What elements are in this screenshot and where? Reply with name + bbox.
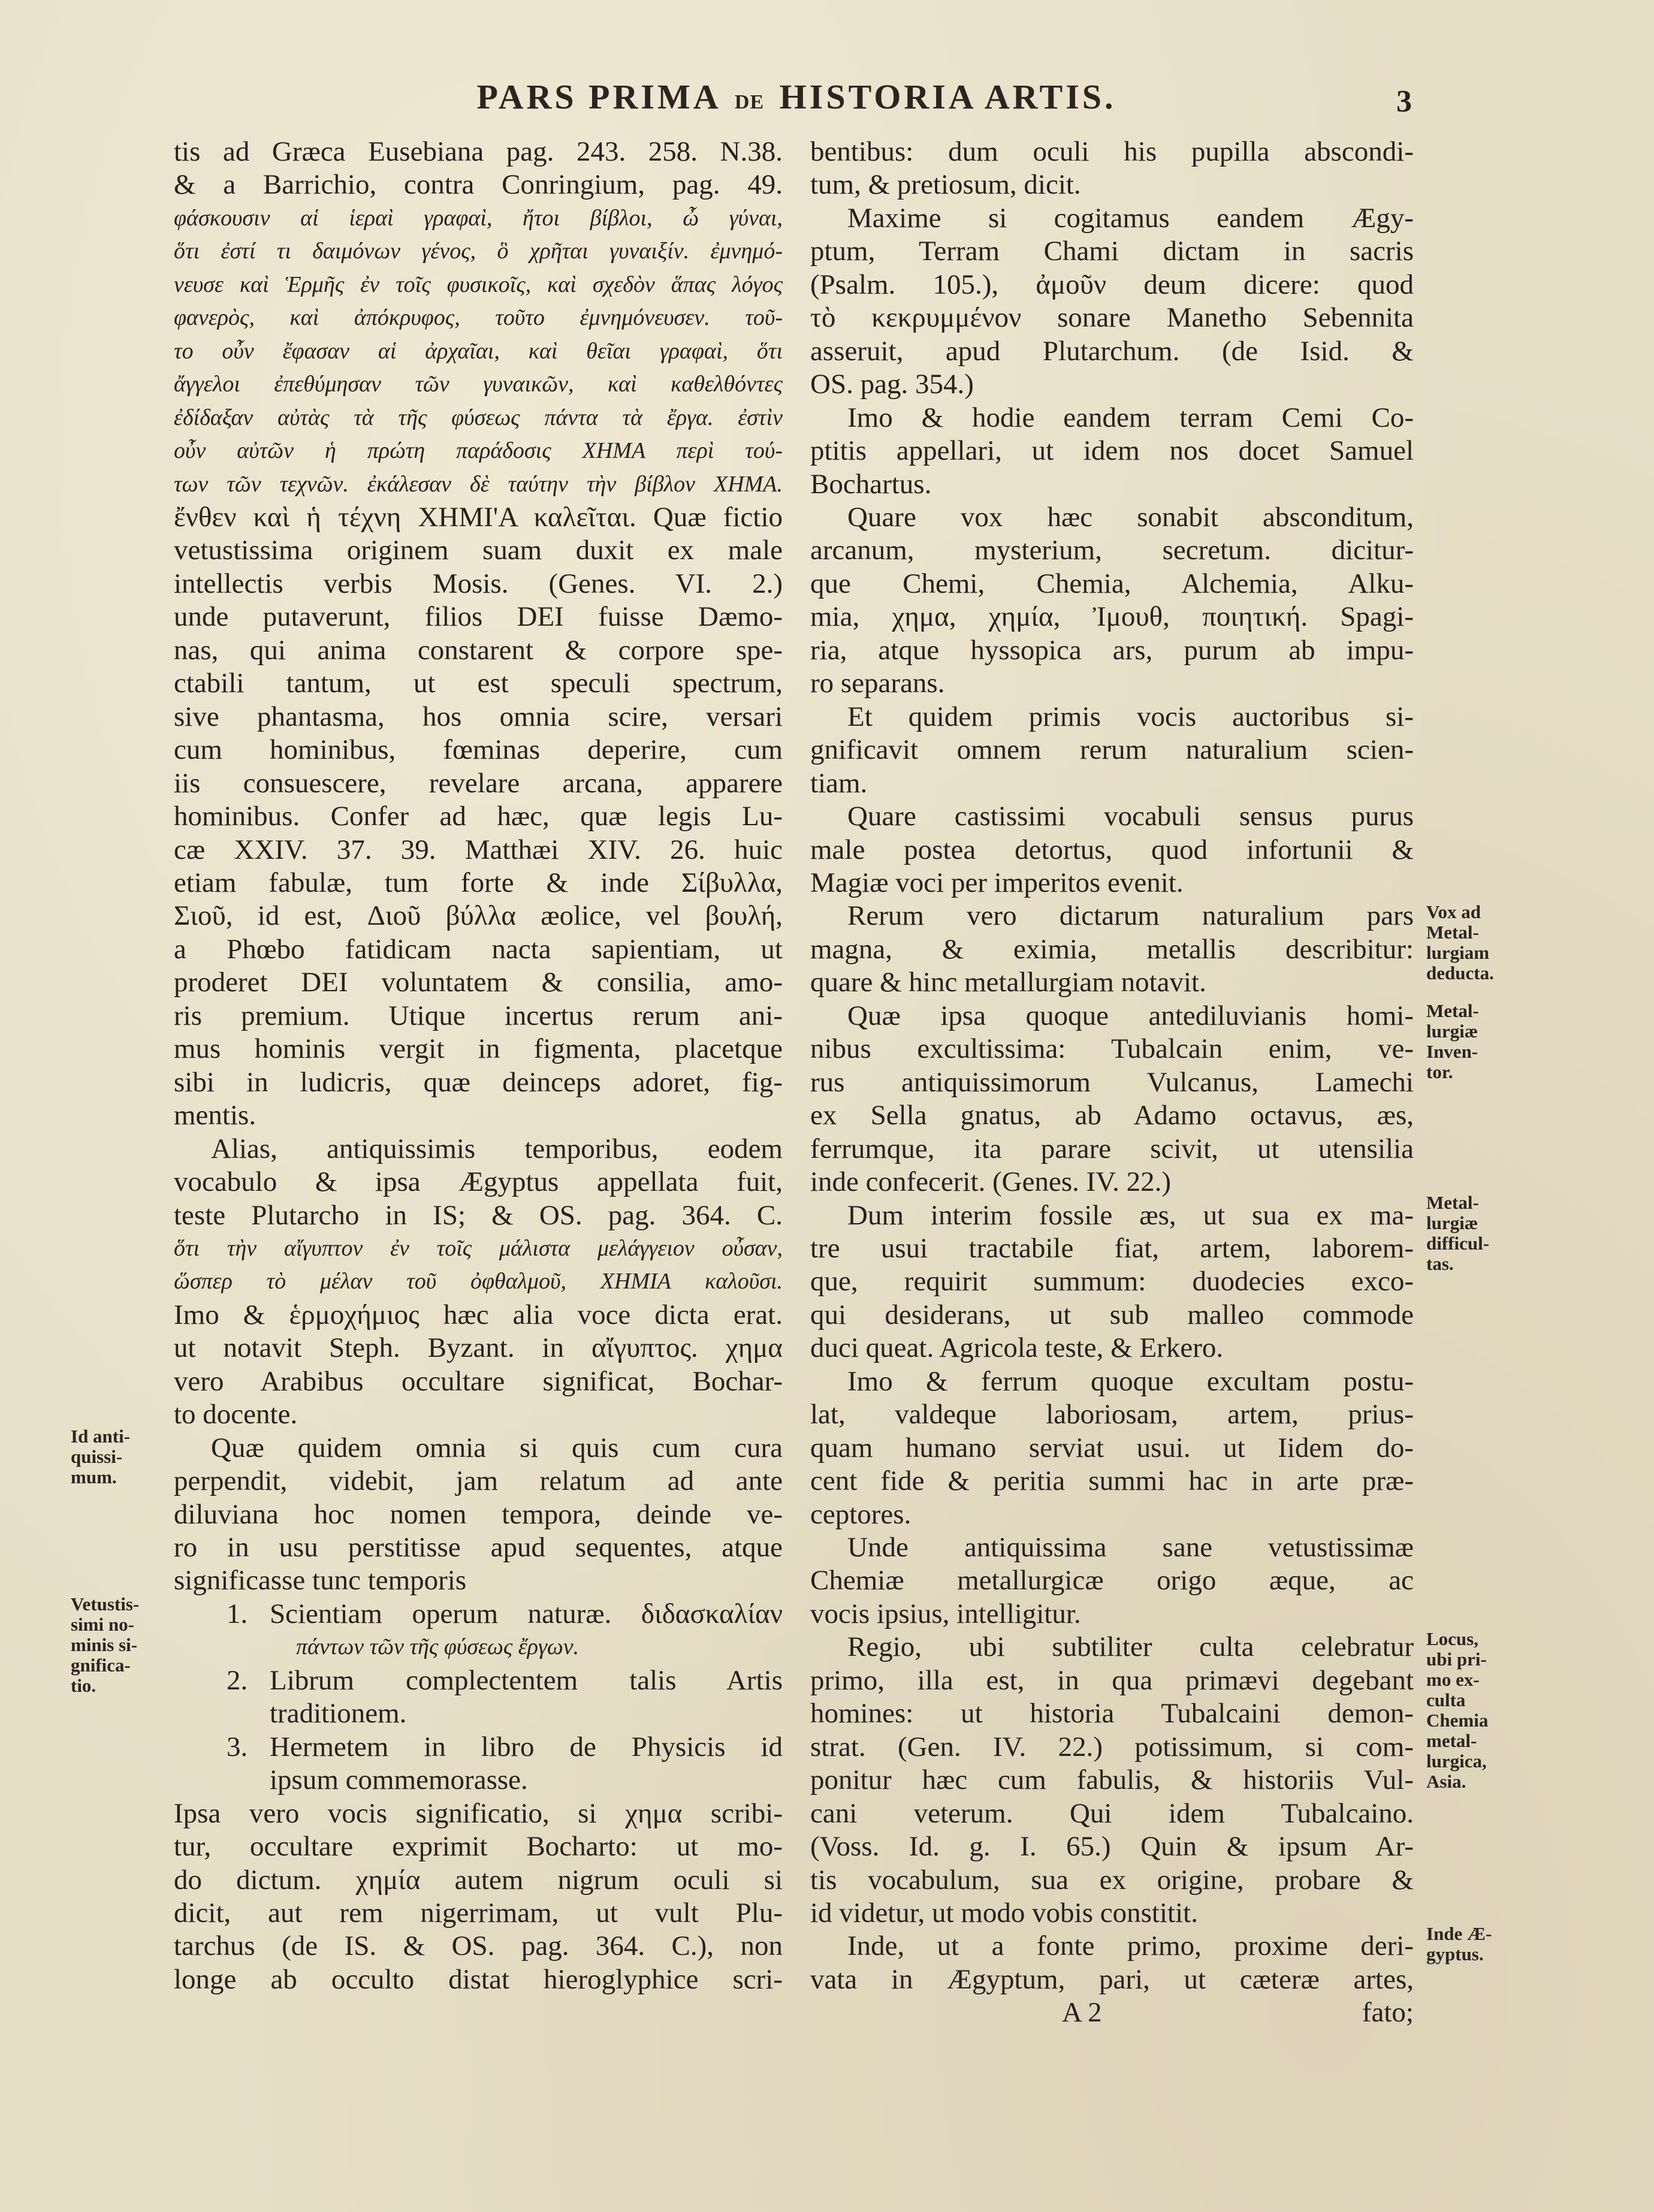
- catchword: fato;: [1362, 1997, 1414, 2029]
- text-line: lat, valdeque laboriosam, artem, prius-: [810, 1399, 1414, 1431]
- text-line: Et quidem primis vocis auctoribus si-: [847, 701, 1414, 732]
- text-line: Imo & ferrum quoque excultam postu-: [847, 1365, 1414, 1397]
- text-line: strat. (Gen. IV. 22.) potissimum, si com-: [810, 1731, 1414, 1763]
- text-line: quare & hinc metallurgiam notavit.: [810, 967, 1206, 998]
- margin-note-line: tio.: [71, 1675, 96, 1696]
- text-line: tis ad Græca Eusebiana pag. 243. 258. N.38.: [174, 136, 783, 167]
- text-line: ut notavit Steph. Byzant. in αἴγυπτος. χημα: [174, 1332, 783, 1364]
- text-line: Σιοῦ, id est, Διοῦ βύλλα æolice, vel βουλή,: [174, 900, 783, 932]
- margin-note-line: gyptus.: [1426, 1944, 1484, 1964]
- running-head-part: HISTORIA ARTIS.: [779, 77, 1116, 116]
- list-number: 1.: [227, 1598, 248, 1629]
- text-line: magna, & eximia, metallis describitur:: [810, 933, 1414, 965]
- text-line: cent fide & peritia summi hac in arte præ-: [810, 1465, 1414, 1497]
- margin-note-line: Chemia: [1426, 1710, 1489, 1731]
- text-line: ipsum commemorasse.: [270, 1764, 528, 1796]
- margin-note-line: tor.: [1426, 1061, 1453, 1082]
- text-line: ὅτι τὴν αἴγυπτον ἐν τοῖς μάλιστα μελάγγειον οὖσαν,: [174, 1235, 783, 1261]
- text-line: iis consuescere, revelare arcana, apparere: [174, 767, 783, 799]
- text-line: ponitur hæc cum fabulis, & historiis Vul-: [810, 1764, 1414, 1796]
- text-line: Regio, ubi subtiliter culta celebratur: [847, 1631, 1414, 1663]
- margin-note-line: Vox ad: [1426, 901, 1481, 922]
- margin-note-line: ubi pri-: [1426, 1649, 1487, 1670]
- text-line: tre usui tractabile fiat, artem, laborem-: [810, 1232, 1414, 1264]
- catchword-line: [810, 1996, 1414, 2029]
- text-line: etiam fabulæ, tum forte & inde Σίβυλλα,: [174, 867, 783, 898]
- text-line: tiam.: [810, 767, 868, 799]
- text-line: vetustissima originem suam duxit ex male: [174, 535, 783, 566]
- text-line: tarchus (de IS. & OS. pag. 364. C.), non: [174, 1930, 783, 1962]
- text-line: id videtur, ut modo vobis constitit.: [810, 1897, 1198, 1929]
- text-line: bentibus: dum oculi his pupilla abscondi-: [810, 136, 1414, 167]
- text-line: ὅτι ἐστί τι δαιμόνων γένος, ὃ χρῆται γυναιξίν. ἐμνημό-: [174, 239, 783, 264]
- text-line: Ipsa vero vocis significatio, si χημα scribi-: [174, 1797, 783, 1829]
- margin-note-line: lurgiæ: [1426, 1021, 1478, 1042]
- list-item: [174, 1664, 783, 1697]
- text-line: mentis.: [174, 1100, 256, 1131]
- margin-note-line: lurgiæ: [1426, 1212, 1478, 1233]
- list-text: Hermetem in libro de Physicis id: [270, 1731, 783, 1763]
- text-line: ris premium. Utique incertus rerum ani-: [174, 1000, 783, 1031]
- text-line: φάσκουσιν αἱ ἱεραὶ γραφαὶ, ἤτοι βίβλοι, ὦ γύναι,: [174, 205, 783, 231]
- text-line: πάντων τῶν τῆς φύσεως ἔργων.: [296, 1634, 579, 1660]
- text-line: cæ XXIV. 37. 39. Matthæi XIV. 26. huic: [174, 834, 783, 865]
- margin-note-line: mo ex-: [1426, 1669, 1480, 1690]
- margin-note-line: lurgica,: [1426, 1751, 1487, 1772]
- margin-note-line: quissi-: [71, 1446, 123, 1467]
- text-line: quam humano serviat usui. ut Iidem do-: [810, 1432, 1414, 1463]
- text-line: ferrumque, ita parare scivit, ut utensilia: [810, 1133, 1414, 1164]
- text-line: rus antiquissimorum Vulcanus, Lamechi: [810, 1066, 1414, 1098]
- text-line: Unde antiquissima sane vetustissimæ: [847, 1532, 1414, 1564]
- list-number: 2.: [227, 1664, 248, 1696]
- margin-note-line: gnifica-: [71, 1655, 131, 1676]
- text-line: το οὖν ἔφασαν αἱ ἀρχαῖαι, καὶ θεῖαι γραφαὶ, ὅτι: [174, 338, 783, 364]
- text-line: primo, illa est, in qua primævi degebant: [810, 1664, 1414, 1696]
- text-line: νευσε καὶ Ἑρμῆς ἐν τοῖς φυσικοῖς, καὶ σχεδὸν ἅπας λόγος: [174, 271, 783, 297]
- margin-note-line: Metal-: [1426, 922, 1479, 943]
- margin-note-line: minis si-: [71, 1634, 138, 1655]
- text-line: Quæ quidem omnia si quis cum cura: [211, 1432, 783, 1463]
- text-line: Imo & ἑρμοχήμιος hæc alia voce dicta erat.: [174, 1299, 783, 1330]
- text-line: (Psalm. 105.), ἀμοῦν deum dicere: quod: [810, 268, 1414, 300]
- text-line: sibi in ludicris, quæ deinceps adoret, fig-: [174, 1066, 783, 1098]
- text-line: homines: ut historia Tubalcaini demon-: [810, 1698, 1414, 1730]
- text-line: Maxime si cogitamus eandem Ægy-: [847, 202, 1414, 234]
- text-line: Quare vox hæc sonabit absconditum,: [847, 501, 1414, 533]
- text-line: a Phœbo fatidicam nacta sapientiam, ut: [174, 933, 783, 965]
- text-line: ἐδίδαξαν αὐτὰς τὰ τῆς φύσεως πάντα τὰ ἔργα. ἐστὶν: [174, 405, 783, 430]
- text-line: cum hominibus, fœminas deperire, cum: [174, 734, 783, 766]
- text-line: Dum interim fossile æs, ut sua ex ma-: [847, 1199, 1414, 1231]
- margin-note-line: culta: [1426, 1689, 1466, 1710]
- text-line: τὸ κεκρυμμένον sonare Manetho Sebennita: [810, 302, 1414, 334]
- text-line: Bochartus.: [810, 468, 932, 500]
- text-line: & a Barrichio, contra Conringium, pag. 49.: [174, 169, 783, 201]
- list-text: Scientiam operum naturæ. διδασκαλίαν: [270, 1598, 783, 1629]
- text-line: vata in Ægyptum, pari, ut cæteræ artes,: [810, 1963, 1414, 1995]
- text-line: teste Plutarcho in IS; & OS. pag. 364. C.: [174, 1199, 783, 1231]
- text-line: sive phantasma, hos omnia scire, versari: [174, 701, 783, 732]
- running-head-de: DE: [734, 91, 765, 113]
- margin-note: [1426, 1001, 1479, 1082]
- text-line: ptum, Terram Chami dictam in sacris: [810, 236, 1414, 267]
- text-line: ria, atque hyssopica ars, purum ab impu-: [810, 634, 1414, 666]
- text-line: (Voss. Id. g. I. 65.) Quin & ipsum Ar-: [810, 1831, 1414, 1863]
- margin-note-line: Vetustis-: [71, 1594, 140, 1615]
- text-line: mia, χημα, χημία, Ἰμουθ, ποιητική. Spagi-: [810, 601, 1414, 633]
- margin-note-line: metal-: [1426, 1730, 1477, 1751]
- margin-note: [1426, 1924, 1492, 1964]
- margin-note: [1426, 1629, 1488, 1792]
- text-line: ctabili tantum, ut est speculi spectrum,: [174, 668, 783, 699]
- margin-note-line: Metal-: [1426, 1192, 1479, 1213]
- text-line: longe ab occulto distat hieroglyphice scri-: [174, 1963, 783, 1995]
- left-text-column: [174, 135, 783, 1996]
- text-line: φανερὸς, καὶ ἀπόκρυφος, τοῦτο ἐμνημόνευσεν. τοῦ-: [174, 305, 783, 331]
- text-line: qui desiderans, ut sub malleo commode: [810, 1299, 1414, 1330]
- text-line: ceptores.: [810, 1498, 911, 1530]
- text-line: tis vocabulum, sua ex origine, probare &: [810, 1864, 1414, 1896]
- page-number: 3: [1396, 85, 1412, 119]
- text-line: asseruit, apud Plutarchum. (de Isid. &: [810, 335, 1414, 367]
- text-line: ἔνθεν καὶ ἡ τέχνη ΧΗΜΙ'Α καλεῖται. Quæ fictio: [174, 501, 783, 533]
- list-number: 3.: [227, 1731, 248, 1763]
- margin-note-line: difficul-: [1426, 1233, 1490, 1254]
- text-line: gnificavit omnem rerum naturalium scien-: [810, 734, 1414, 766]
- text-line: male postea detortus, quod infortunii &: [810, 834, 1414, 865]
- text-line: duci queat. Agricola teste, & Erkero.: [810, 1332, 1224, 1364]
- text-line: significasse tunc temporis: [174, 1565, 467, 1597]
- text-line: ἄγγελοι ἐπεθύμησαν τῶν γυναικῶν, καὶ καθελθόντες: [174, 372, 783, 397]
- text-line: vocabulo & ipsa Ægyptus appellata fuit,: [174, 1166, 783, 1198]
- text-line: tur, occultare exprimit Bocharto: ut mo-: [174, 1831, 783, 1863]
- text-line: mus hominis vergit in figmenta, placetque: [174, 1033, 783, 1065]
- margin-note-line: Inven-: [1426, 1041, 1478, 1062]
- margin-note: [71, 1426, 130, 1487]
- text-line: vero Arabibus occultare significat, Bochar-: [174, 1365, 783, 1397]
- text-line: Rerum vero dictarum naturalium pars: [847, 900, 1414, 932]
- running-head: [380, 77, 1213, 117]
- margin-note-line: lurgiam: [1426, 942, 1490, 963]
- margin-note-line: Inde Æ-: [1426, 1923, 1492, 1944]
- margin-note-line: tas.: [1426, 1253, 1454, 1274]
- running-head-part: PARS PRIMA: [476, 77, 720, 116]
- text-line: diluviana hoc nomen tempora, deinde ve-: [174, 1498, 783, 1530]
- text-line: dicit, aut rem nigerrimam, ut vult Plu-: [174, 1897, 783, 1929]
- margin-note-line: Id anti-: [71, 1426, 131, 1447]
- text-line: των τῶν τεχνῶν. ἐκάλεσαν δὲ ταύτην τὴν βίβλον ΧΗΜΑ.: [174, 471, 783, 497]
- text-line: intellectis verbis Mosis. (Genes. VI. 2.): [174, 568, 783, 599]
- text-line: do dictum. χημία autem nigrum oculi si: [174, 1864, 783, 1896]
- text-line: nibus excultissima: Tubalcain enim, ve-: [810, 1033, 1414, 1065]
- text-line: hominibus. Confer ad hæc, quæ legis Lu-: [174, 801, 783, 832]
- text-line: ptitis appellari, ut idem nos docet Samuel: [810, 435, 1414, 467]
- text-line: ro separans.: [810, 668, 945, 699]
- margin-note-line: Metal-: [1426, 1000, 1479, 1021]
- margin-note: [71, 1594, 139, 1696]
- text-line: Alias, antiquissimis temporibus, eodem: [211, 1133, 783, 1164]
- margin-note-line: mum.: [71, 1466, 117, 1487]
- text-line: Chemiæ metallurgicæ origo æque, ac: [810, 1565, 1414, 1597]
- text-line: OS. pag. 354.): [810, 369, 974, 400]
- text-line: que, requirit summum: duodecies exco-: [810, 1266, 1414, 1297]
- text-line: tum, & pretiosum, dicit.: [810, 169, 1081, 201]
- margin-note: [1426, 1193, 1489, 1274]
- text-line: cani veterum. Qui idem Tubalcaino.: [810, 1797, 1414, 1829]
- text-line: ὥσπερ τὸ μέλαν τοῦ ὀφθαλμοῦ, ΧΗΜΙΑ καλοῦσι.: [174, 1269, 783, 1294]
- right-text-column: [810, 135, 1414, 2030]
- text-line: Quæ ipsa quoque antediluvianis homi-: [847, 1000, 1414, 1031]
- margin-note-line: Locus,: [1426, 1628, 1478, 1649]
- text-line: Magiæ voci per imperitos evenit.: [810, 867, 1184, 898]
- text-line: Imo & hodie eandem terram Cemi Co-: [847, 402, 1414, 433]
- text-line: inde confecerit. (Genes. IV. 22.): [810, 1166, 1172, 1198]
- margin-note-line: deducta.: [1426, 962, 1494, 983]
- text-line: vocis ipsius, intelligitur.: [810, 1598, 1081, 1629]
- text-line: οὖν αὐτῶν ἡ πρώτη παράδοσις ΧΗΜΑ περὶ τού-: [174, 438, 783, 464]
- margin-note: [1426, 902, 1494, 983]
- signature-mark: A 2: [1062, 1997, 1102, 2029]
- margin-note-line: simi no-: [71, 1614, 134, 1635]
- text-line: arcanum, mysterium, secretum. dicitur-: [810, 535, 1414, 566]
- text-line: ro in usu perstitisse apud sequentes, atque: [174, 1532, 783, 1564]
- text-line: ex Sella gnatus, ab Adamo octavus, æs,: [810, 1100, 1414, 1131]
- text-line: unde putaverunt, filios DEI fuisse Dæmo-: [174, 601, 783, 633]
- text-line: traditionem.: [270, 1698, 407, 1730]
- list-item: [174, 1598, 783, 1631]
- text-line: Quare castissimi vocabuli sensus purus: [847, 801, 1414, 832]
- list-item: [174, 1731, 783, 1764]
- text-line: perpendit, videbit, jam relatum ad ante: [174, 1465, 783, 1497]
- text-line: Inde, ut a fonte primo, proxime deri-: [847, 1930, 1414, 1962]
- margin-note-line: Asia.: [1426, 1771, 1466, 1792]
- text-line: proderet DEI voluntatem & consilia, amo-: [174, 967, 783, 998]
- text-line: que Chemi, Chemia, Alchemia, Alku-: [810, 568, 1414, 599]
- list-text: Librum complectentem talis Artis: [270, 1664, 783, 1696]
- text-line: to docente.: [174, 1399, 298, 1431]
- text-line: nas, qui anima constarent & corpore spe-: [174, 634, 783, 666]
